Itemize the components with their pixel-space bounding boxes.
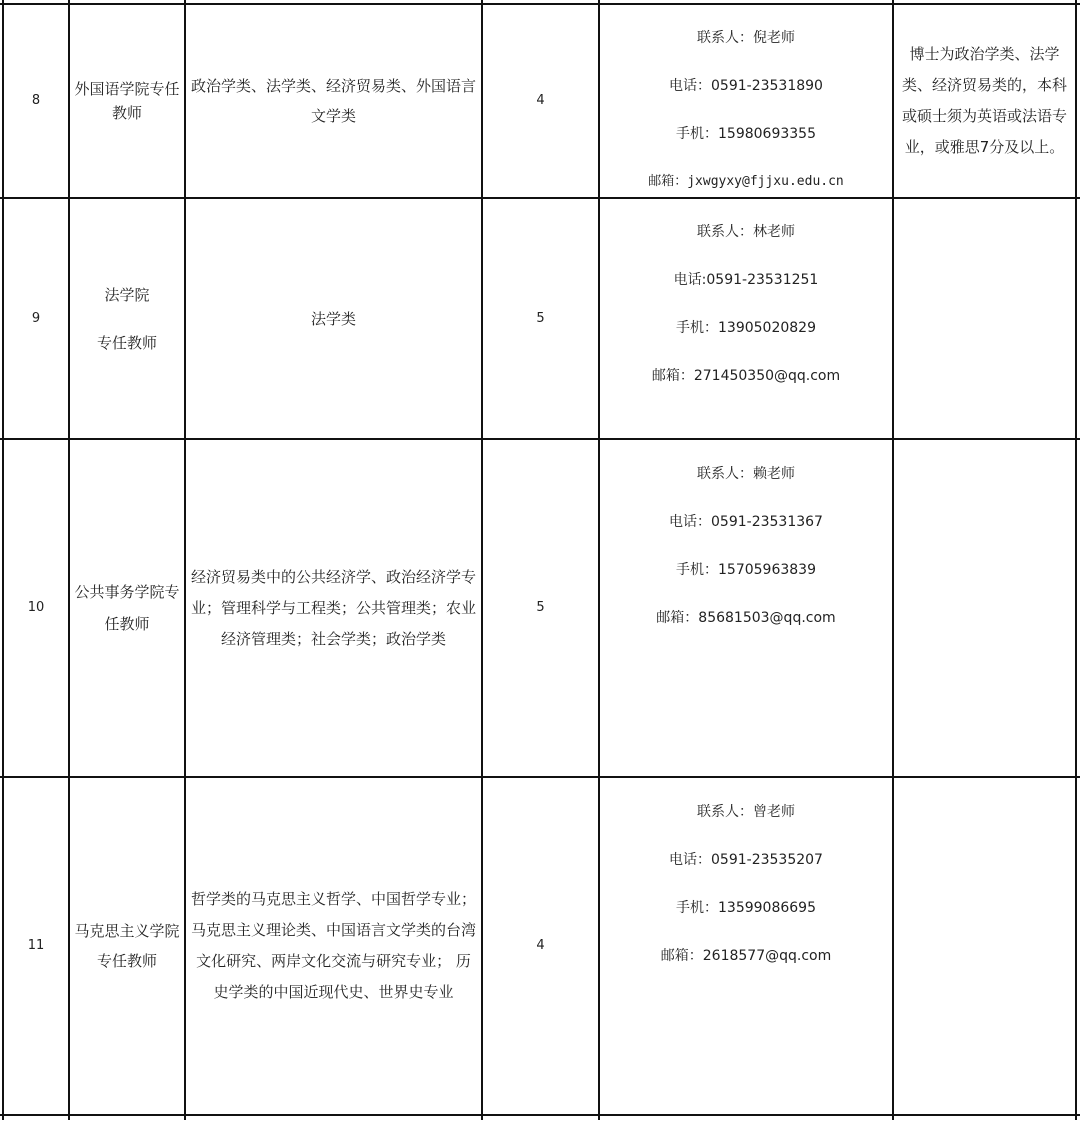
count-cell (483, 440, 598, 776)
note-text: 业，或雅思7分及以上。 (904, 138, 1065, 156)
contact-cell (600, 788, 892, 980)
contact-mobile: 手机：15980693355 (676, 126, 816, 142)
note-text: 类、经济贸易类的，本科 (901, 76, 1067, 94)
major-text: 经济管理类；社会学类；政治学类 (220, 629, 446, 648)
contact-person: 联系人：曾老师 (697, 804, 795, 820)
unit-name: 法学院 (104, 285, 150, 304)
row-number: 8 (31, 93, 41, 108)
table-row (4, 440, 68, 776)
major-text: 业；管理科学与工程类；公共管理类；农业 (190, 598, 476, 617)
contact-email[interactable]: 邮箱：271450350@qq.com (651, 368, 841, 384)
major-text: 法学类 (310, 309, 356, 328)
contact-cell (600, 14, 892, 206)
contact-phone: 电话：0591-23531367 (669, 514, 823, 530)
count-cell (483, 199, 598, 438)
note-text: 或硕士须为英语或法语专 (901, 107, 1067, 125)
note-text: 博士为政治学类、法学 (909, 45, 1060, 63)
unit-name: 专任教师 (96, 333, 157, 352)
unit-name: 外国语学院专任 (74, 80, 180, 98)
contact-person: 联系人：赖老师 (697, 466, 795, 482)
contact-phone: 电话：0591-23535207 (669, 852, 823, 868)
major-cell (186, 778, 481, 1134)
major-cell (186, 440, 481, 776)
position-count: 4 (536, 93, 545, 108)
contact-person: 联系人：林老师 (697, 224, 795, 240)
contact-email[interactable]: 邮箱：85681503@qq.com (656, 610, 836, 626)
major-text: 文学类 (310, 107, 356, 125)
contact-email[interactable]: 邮箱：jxwgyxy@fjjxu.edu.cn (648, 174, 844, 189)
position-count: 5 (536, 600, 545, 615)
contact-phone: 电话:0591-23531251 (673, 272, 819, 288)
table-row (4, 778, 68, 1114)
major-cell (186, 5, 481, 197)
unit-cell (70, 5, 184, 197)
contact-cell (600, 208, 892, 400)
contact-person: 联系人：倪老师 (697, 30, 795, 46)
table-row (4, 5, 68, 197)
contact-email[interactable]: 邮箱：2618577@qq.com (660, 948, 832, 964)
contact-mobile: 手机：13599086695 (676, 900, 816, 916)
unit-name: 公共事务学院专 (74, 583, 180, 601)
major-text: 马克思主义理论类、中国语言文学类的台湾 (190, 921, 476, 939)
major-text: 史学类的中国近现代史、世界史专业 (213, 983, 454, 1001)
count-cell (483, 5, 598, 197)
contact-mobile: 手机：15705963839 (676, 562, 816, 578)
major-cell (186, 199, 481, 438)
position-count: 5 (536, 310, 545, 326)
contact-cell (600, 450, 892, 642)
row-number: 10 (27, 600, 45, 615)
contact-mobile: 手机：13905020829 (676, 320, 816, 336)
unit-cell (70, 778, 184, 1114)
unit-cell (70, 440, 184, 776)
unit-name: 任教师 (104, 615, 150, 633)
table-row (4, 199, 68, 438)
unit-name: 专任教师 (96, 952, 157, 970)
major-text: 政治学类、法学类、经济贸易类、外国语言 (190, 77, 476, 95)
count-cell (483, 778, 598, 1114)
row-number: 11 (27, 938, 45, 953)
contact-phone: 电话：0591-23531890 (669, 78, 823, 94)
note-cell (894, 5, 1075, 197)
major-text: 经济贸易类中的公共经济学、政治经济学专 (190, 567, 476, 586)
table-border (1075, 0, 1077, 1120)
unit-name: 马克思主义学院 (74, 922, 180, 940)
major-text: 文化研究、两岸文化交流与研究专业； 历 (196, 952, 471, 970)
row-number: 9 (31, 310, 41, 326)
position-count: 4 (536, 938, 545, 953)
row-divider (0, 1114, 1080, 1116)
unit-cell (70, 199, 184, 438)
unit-name: 教师 (111, 104, 142, 122)
major-text: 哲学类的马克思主义哲学、中国哲学专业； (190, 890, 476, 908)
